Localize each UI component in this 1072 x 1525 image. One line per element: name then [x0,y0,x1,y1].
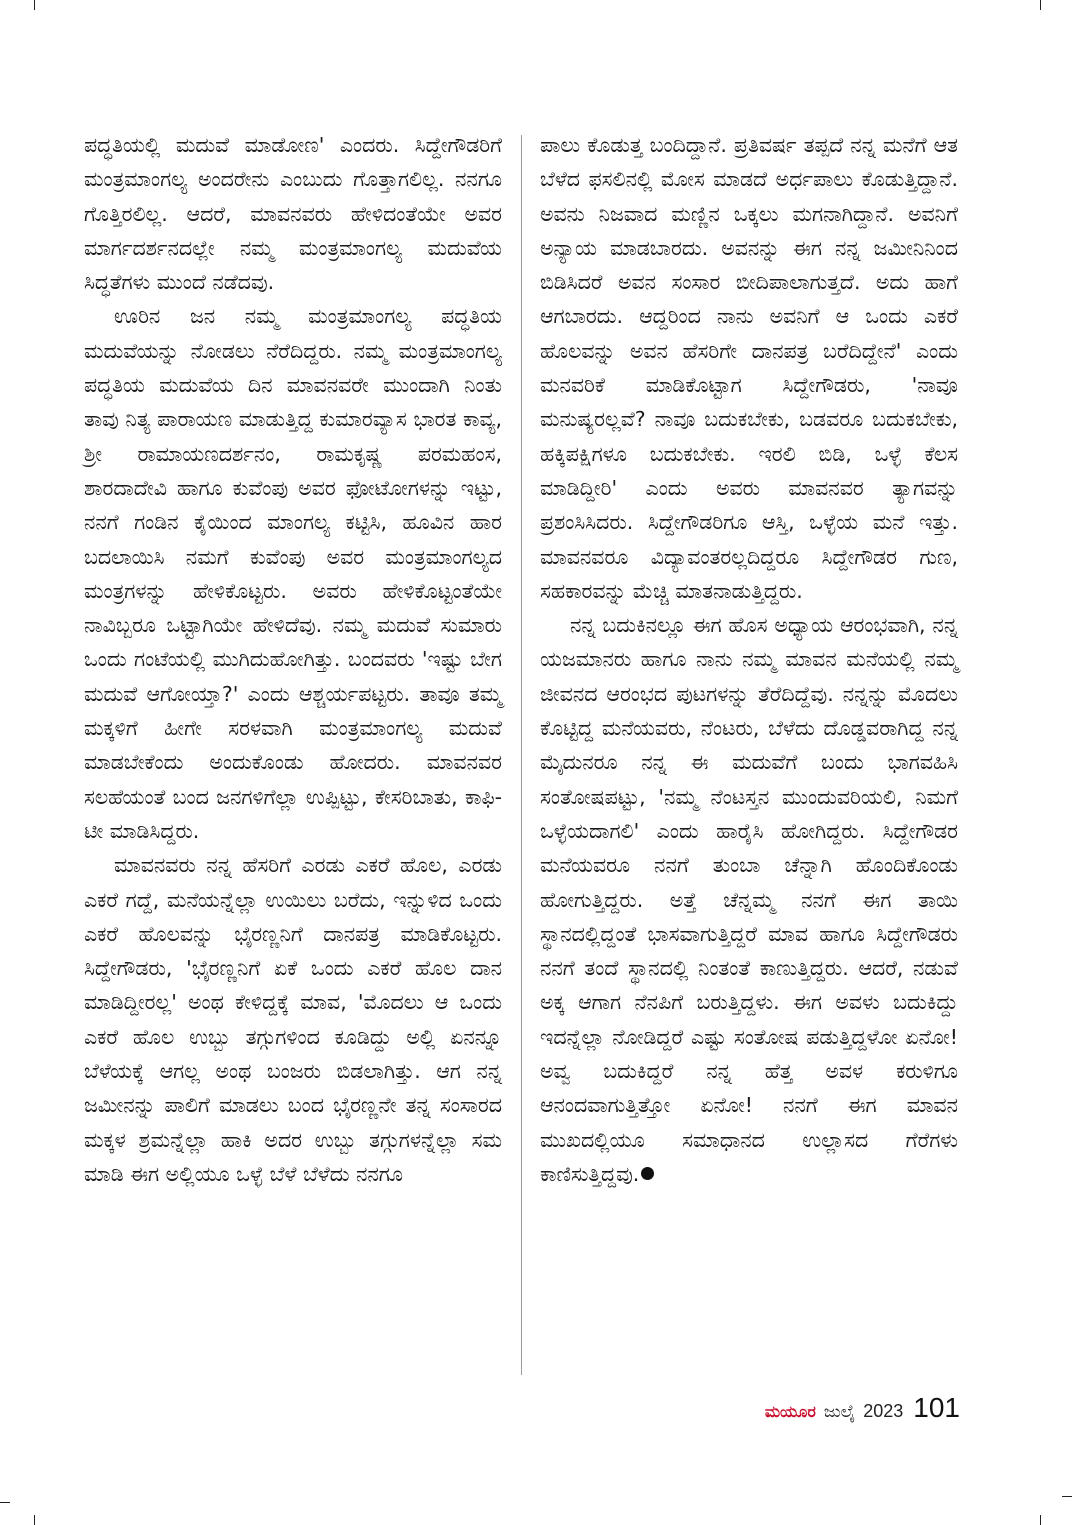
left-column [84,128,502,1191]
crop-mark-bottom-right [1040,1515,1041,1525]
crop-mark-left-mid [0,1502,10,1503]
page-number: 101 [913,1392,960,1423]
paragraph: ಪಾಲು ಕೊಡುತ್ತ ಬಂದಿದ್ದಾನೆ. ಪ್ರತಿವರ್ಷ ತಪ್ಪದೆ ನನ್ನ ಮನೆಗೆ ಆತ ಬೆಳೆದ ಫಸಲಿನಲ್ಲಿ ಮೋಸ ಮಾಡದೆ ಅರ್ಧಪಾಲು ಕೊಡುತ್ತಿದ್ದಾನೆ. ಅವನು ನಿಜವಾದ ಮಣ್ಣಿನ ಒಕ್ಕಲು ಮಗನಾಗಿದ್ದಾನೆ. ಅವನಿಗೆ ಅನ್ಯಾಯ ಮಾಡಬಾರದು. ಅವನನ್ನು ಈಗ ನನ್ನ ಜಮೀನಿನಿಂದ ಬಿಡಿಸಿದರೆ ಅವನ ಸಂಸಾರ ಬೀದಿಪಾಲಾಗುತ್ತದೆ. ಅದು ಹಾಗೆ ಆಗಬಾರದು. ಆದ್ದರಿಂದ ನಾನು ಅವನಿಗೆ ಆ ಒಂದು ಎಕರೆ ಹೊಲವನ್ನು ಅವನ ಹೆಸರಿಗೇ ದಾನಪತ್ರ ಬರೆದಿದ್ದೇನೆ' ಎಂದು ಮನವರಿಕೆ ಮಾಡಿಕೊಟ್ಟಾಗ ಸಿದ್ದೇಗೌಡರು, 'ನಾವೂ ಮನುಷ್ಯರಲ್ಲವೆ? ನಾವೂ ಬದುಕಬೇಕು, ಬಡವರೂ ಬದುಕಬೇಕು, ಹಕ್ಕಿಪಕ್ಷಿಗಳೂ ಬದುಕಬೇಕು. ಇರಲಿ ಬಿಡಿ, ಒಳ್ಳೆ ಕೆಲಸ ಮಾಡಿದ್ದೀರಿ' ಎಂದು ಅವರು ಮಾವನವರ ತ್ಯಾಗವನ್ನು ಪ್ರಶಂಸಿಸಿದರು. ಸಿದ್ದೇಗೌಡರಿಗೂ ಆಸ್ತಿ, ಒಳ್ಳೆಯ ಮನೆ ಇತ್ತು. ಮಾವನವರೂ ವಿದ್ಯಾವಂತರಲ್ಲದಿದ್ದರೂ ಸಿದ್ದೇಗೌಡರ ಗುಣ, ಸಹಕಾರವನ್ನು ಮೆಚ್ಚಿ ಮಾತನಾಡುತ್ತಿದ್ದರು. [540,133,958,603]
issue-month: ಜುಲೈ [823,1402,856,1422]
paragraph-text: ನನ್ನ ಬದುಕಿನಲ್ಲೂ ಈಗ ಹೊಸ ಅಧ್ಯಾಯ ಆರಂಭವಾಗಿ, ನನ್ನ ಯಜಮಾನರು ಹಾಗೂ ನಾನು ನಮ್ಮ ಮಾವನ ಮನೆಯಲ್ಲಿ ನಮ್ಮ ಜೀವನದ ಆರಂಭದ ಪುಟಗಳನ್ನು ತೆರೆದಿದ್ದೆವು. ನನ್ನನ್ನು ಮೊದಲು ಕೊಟ್ಟಿದ್ದ ಮನೆಯವರು, ನೆಂಟರು, ಬೆಳೆದು ದೊಡ್ಡವರಾಗಿದ್ದ ನನ್ನ ಮೈದುನರೂ ನನ್ನ ಈ ಮದುವೆಗೆ ಬಂದು ಭಾಗವಹಿಸಿ ಸಂತೋಷಪಟ್ಟು, 'ನಮ್ಮ ನೆಂಟಸ್ತನ ಮುಂದುವರಿಯಲಿ, ನಿಮಗೆ ಒಳ್ಳೆಯದಾಗಲಿ' ಎಂದು ಹಾರೈಸಿ ಹೋಗಿದ್ದರು. ಸಿದ್ದೇಗೌಡರ ಮನೆಯವರೂ ನನಗೆ ತುಂಬಾ ಚೆನ್ನಾಗಿ ಹೊಂದಿಕೊಂಡು ಹೋಗುತ್ತಿದ್ದರು. ಅತ್ತೆ ಚೆನ್ನಮ್ಮ ನನಗೆ ಈಗ ತಾಯಿ ಸ್ಥಾನದಲ್ಲಿದ್ದಂತೆ ಭಾಸವಾಗುತ್ತಿದ್ದರೆ ಮಾವ ಹಾಗೂ ಸಿದ್ದೇಗೌಡರು ನನಗೆ ತಂದೆ ಸ್ಥಾನದಲ್ಲಿ ನಿಂತಂತೆ ಕಾಣುತ್ತಿದ್ದರು. ಆದರೆ, ನಡುವೆ ಅಕ್ಕ ಆಗಾಗ ನೆನಪಿಗೆ ಬರುತ್ತಿದ್ದಳು. ಈಗ ಅವಳು ಬದುಕಿದ್ದು ಇದನ್ನೆಲ್ಲಾ ನೋಡಿದ್ದರೆ ಎಷ್ಟು ಸಂತೋಷ ಪಡುತ್ತಿದ್ದಳೋ ಏನೋ! ಅವ್ವ ಬದುಕಿದ್ದರೆ ನನ್ನ ಹೆತ್ತ ಅವಳ ಕರುಳಿಗೂ ಆನಂದವಾಗುತ್ತಿತ್ತೋ ಏನೋ! ನನಗೆ ಈಗ ಮಾವನ ಮುಖದಲ್ಲಿಯೂ ಸಮಾಧಾನದ ಉಲ್ಲಾಸದ ಗೆರೆಗಳು ಕಾಣಿಸುತ್ತಿದ್ದವು. [540,613,958,1186]
page-footer [765,1392,960,1424]
crop-mark-right-mid [1062,1496,1072,1497]
issue-year: 2023 [863,1401,904,1421]
paragraph-last [540,608,958,1191]
right-column [540,128,958,1191]
paragraph: ಊರಿನ ಜನ ನಮ್ಮ ಮಂತ್ರಮಾಂಗಲ್ಯ ಪದ್ಧತಿಯ ಮದುವೆಯನ್ನು ನೋಡಲು ನೆರೆದಿದ್ದರು. ನಮ್ಮ ಮಂತ್ರಮಾಂಗಲ್ಯ ಪದ್ಧತಿಯ ಮದುವೆಯ ದಿನ ಮಾವನವರೇ ಮುಂದಾಗಿ ನಿಂತು ತಾವು ನಿತ್ಯ ಪಾರಾಯಣ ಮಾಡುತ್ತಿದ್ದ ಕುಮಾರವ್ಯಾಸ ಭಾರತ ಕಾವ್ಯ, ಶ್ರೀ ರಾಮಾಯಣದರ್ಶನಂ, ರಾಮಕೃಷ್ಣ ಪರಮಹಂಸ, ಶಾರದಾದೇವಿ ಹಾಗೂ ಕುವೆಂಪು ಅವರ ಫೋಟೋಗಳನ್ನು ಇಟ್ಟು, ನನಗೆ ಗಂಡಿನ ಕೈಯಿಂದ ಮಾಂಗಲ್ಯ ಕಟ್ಟಿಸಿ, ಹೂವಿನ ಹಾರ ಬದಲಾಯಿಸಿ ನಮಗೆ ಕುವೆಂಪು ಅವರ ಮಂತ್ರಮಾಂಗಲ್ಯದ ಮಂತ್ರಗಳನ್ನು ಹೇಳಿಕೊಟ್ಟರು. ಅವರು ಹೇಳಿಕೊಟ್ಟಂತೆಯೇ ನಾವಿಬ್ಬರೂ ಒಟ್ಟಾಗಿಯೇ ಹೇಳಿದೆವು. ನಮ್ಮ ಮದುವೆ ಸುಮಾರು ಒಂದು ಗಂಟೆಯಲ್ಲಿ ಮುಗಿದುಹೋಗಿತ್ತು. ಬಂದವರು 'ಇಷ್ಟು ಬೇಗ ಮದುವೆ ಆಗೋಯ್ತಾ?' ಎಂದು ಆಶ್ಚರ್ಯಪಟ್ಟರು. ತಾವೂ ತಮ್ಮ ಮಕ್ಕಳಿಗೆ ಹೀಗೇ ಸರಳವಾಗಿ ಮಂತ್ರಮಾಂಗಲ್ಯ ಮದುವೆ ಮಾಡಬೇಕೆಂದು ಅಂದುಕೊಂಡು ಹೋದರು. ಮಾವನವರ ಸಲಹೆಯಂತೆ ಬಂದ ಜನಗಳಿಗೆಲ್ಲಾ ಉಪ್ಪಿಟ್ಟು, ಕೇಸರಿಬಾತು, ಕಾಫಿ-ಟೀ ಮಾಡಿಸಿದ್ದರು. [84,304,502,843]
column-divider [521,135,522,1375]
magazine-name: ಮಯೂರ [764,1402,816,1421]
paragraph: ಮಾವನವರು ನನ್ನ ಹೆಸರಿಗೆ ಎರಡು ಎಕರೆ ಹೊಲ, ಎರಡು ಎಕರೆ ಗದ್ದೆ, ಮನೆಯನ್ನೆಲ್ಲಾ ಉಯಿಲು ಬರೆದು, ಇನ್ನುಳಿದ ಒಂದು ಎಕರೆ ಹೊಲವನ್ನು ಭೈರಣ್ಣನಿಗೆ ದಾನಪತ್ರ ಮಾಡಿಕೊಟ್ಟರು. ಸಿದ್ದೇಗೌಡರು, 'ಭೈರಣ್ಣನಿಗೆ ಏಕೆ ಒಂದು ಎಕರೆ ಹೊಲ ದಾನ ಮಾಡಿದ್ದೀರಲ್ಲ' ಅಂಥ ಕೇಳಿದ್ದಕ್ಕೆ ಮಾವ, 'ಮೊದಲು ಆ ಒಂದು ಎಕರೆ ಹೊಲ ಉಬ್ಬು ತಗ್ಗುಗಳಿಂದ ಕೂಡಿದ್ದು ಅಲ್ಲಿ ಏನನ್ನೂ ಬೆಳೆಯಕ್ಕೆ ಆಗಲ್ಲ ಅಂಥ ಬಂಜರು ಬಿಡಲಾಗಿತ್ತು. ಆಗ ನನ್ನ ಜಮೀನನ್ನು ಪಾಲಿಗೆ ಮಾಡಲು ಬಂದ ಭೈರಣ್ಣನೇ ತನ್ನ ಸಂಸಾರದ ಮಕ್ಕಳ ಶ್ರಮನ್ನೆಲ್ಲಾ ಹಾಕಿ ಅದರ ಉಬ್ಬು ತಗ್ಗುಗಳನ್ನೆಲ್ಲಾ ಸಮ ಮಾಡಿ ಈಗ ಅಲ್ಲಿಯೂ ಒಳ್ಳೆ ಬೆಳೆ ಬೆಳೆದು ನನಗೂ [84,853,502,1186]
crop-mark-bottom-left [34,1515,35,1525]
crop-mark-top-right [1040,0,1041,10]
paragraph: ಪದ್ಧತಿಯಲ್ಲಿ ಮದುವೆ ಮಾಡೋಣ' ಎಂದರು. ಸಿದ್ದೇಗೌಡರಿಗೆ ಮಂತ್ರಮಾಂಗಲ್ಯ ಅಂದರೇನು ಎಂಬುದು ಗೊತ್ತಾಗಲಿಲ್ಲ. ನನಗೂ ಗೊತ್ತಿರಲಿಲ್ಲ. ಆದರೆ, ಮಾವನವರು ಹೇಳಿದಂತೆಯೇ ಅವರ ಮಾರ್ಗದರ್ಶನದಲ್ಲೇ ನಮ್ಮ ಮಂತ್ರಮಾಂಗಲ್ಯ ಮದುವೆಯ ಸಿದ್ಧತೆಗಳು ಮುಂದೆ ನಡೆದವು. [84,133,502,295]
crop-mark-top-left [34,0,35,10]
end-of-article-dot-icon [641,1167,654,1180]
